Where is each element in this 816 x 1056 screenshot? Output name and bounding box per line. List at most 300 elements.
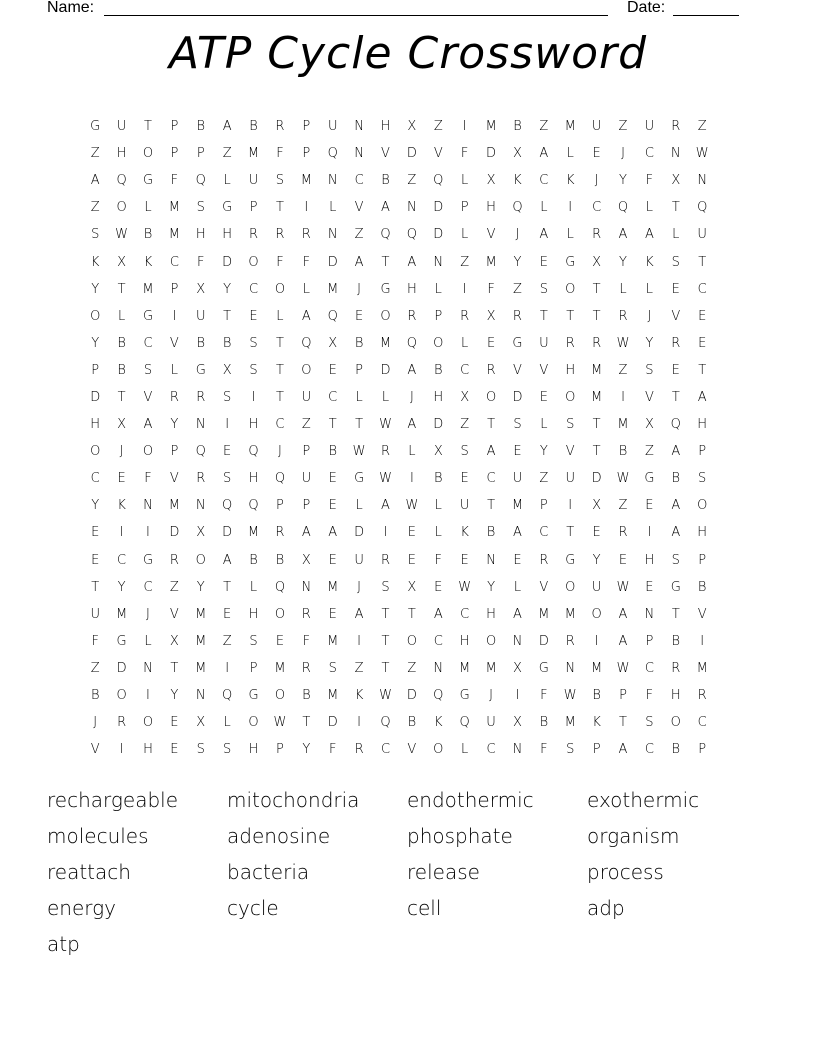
grid-letter: W xyxy=(352,444,366,460)
grid-letter: Y xyxy=(487,579,496,595)
grid-letter: N xyxy=(195,498,206,514)
grid-letter: S xyxy=(143,362,153,378)
grid-letter: I xyxy=(409,471,414,487)
grid-letter: X xyxy=(592,498,602,514)
grid-letter: G xyxy=(565,552,576,568)
grid-row xyxy=(82,682,742,709)
grid-letter: H xyxy=(697,525,708,541)
grid-letter: R xyxy=(275,227,285,243)
grid-letter: P xyxy=(170,281,179,297)
grid-letter: L xyxy=(461,742,469,758)
grid-letter: P xyxy=(698,742,707,758)
grid-letter: L xyxy=(276,308,284,324)
grid-letter: A xyxy=(381,200,390,216)
word-bank-item: cycle xyxy=(227,896,279,920)
grid-letter: T xyxy=(381,633,390,649)
grid-letter: B xyxy=(117,362,126,378)
grid-letter: Z xyxy=(354,227,364,243)
grid-letter: Z xyxy=(90,660,100,676)
grid-letter: O xyxy=(301,362,312,378)
grid-letter: L xyxy=(144,200,152,216)
grid-letter: S xyxy=(539,281,548,297)
grid-letter: E xyxy=(539,254,548,270)
grid-letter: C xyxy=(486,471,496,487)
grid-letter: Z xyxy=(460,417,470,433)
grid-letter: D xyxy=(116,660,127,676)
grid-letter: P xyxy=(698,552,707,568)
grid-letter: O xyxy=(274,688,286,704)
grid-letter: S xyxy=(671,552,680,568)
grid-letter: R xyxy=(697,688,707,704)
grid-letter: R xyxy=(671,119,681,135)
grid-letter: N xyxy=(354,119,364,135)
grid-letter: B xyxy=(618,444,628,460)
grid-letter: Z xyxy=(460,254,470,270)
grid-letter: A xyxy=(671,444,681,460)
grid-letter: E xyxy=(460,552,469,568)
grid-letter: V xyxy=(381,146,390,162)
grid-letter: Q xyxy=(406,335,417,351)
grid-letter: Z xyxy=(618,362,628,378)
grid-letter: X xyxy=(486,173,496,189)
grid-letter: I xyxy=(515,688,520,704)
grid-letter: W xyxy=(616,579,630,595)
grid-letter: Y xyxy=(91,498,100,514)
grid-letter: O xyxy=(697,498,708,514)
grid-letter: D xyxy=(538,633,549,649)
grid-letter: X xyxy=(671,173,681,189)
grid-letter: V xyxy=(697,606,707,622)
grid-letter: S xyxy=(328,660,337,676)
grid-letter: S xyxy=(196,200,205,216)
grid-letter: I xyxy=(119,742,124,758)
grid-letter: H xyxy=(406,281,417,297)
grid-letter: G xyxy=(90,119,101,135)
grid-letter: O xyxy=(116,200,127,216)
grid-letter: O xyxy=(274,606,286,622)
grid-letter: O xyxy=(433,335,444,351)
grid-letter: W xyxy=(405,498,419,514)
grid-letter: N xyxy=(327,227,338,243)
word-row xyxy=(47,890,767,926)
grid-letter: J xyxy=(146,606,150,622)
word-bank-item: rechargeable xyxy=(47,788,179,812)
grid-letter: H xyxy=(697,417,708,433)
grid-row xyxy=(82,736,742,763)
grid-letter: G xyxy=(248,688,259,704)
grid-letter: B xyxy=(275,552,285,568)
grid-letter: N xyxy=(433,660,444,676)
grid-letter: Y xyxy=(223,281,232,297)
grid-letter: E xyxy=(698,335,707,351)
word-bank-item: energy xyxy=(47,896,116,920)
grid-letter: A xyxy=(512,525,522,541)
grid-letter: P xyxy=(302,444,311,460)
grid-letter: G xyxy=(142,308,154,324)
grid-letter: N xyxy=(327,173,338,189)
grid-letter: C xyxy=(117,552,127,568)
grid-letter: T xyxy=(223,308,232,324)
grid-letter: G xyxy=(538,660,549,676)
grid-letter: L xyxy=(144,633,152,649)
grid-letter: J xyxy=(489,688,493,704)
grid-letter: P xyxy=(355,362,364,378)
grid-letter: G xyxy=(116,633,127,649)
grid-letter: V xyxy=(565,444,575,460)
grid-letter: F xyxy=(540,742,548,758)
grid-letter: M xyxy=(591,660,603,676)
grid-letter: Z xyxy=(512,281,522,297)
grid-letter: D xyxy=(90,389,101,405)
grid-letter: E xyxy=(354,308,364,324)
grid-letter: A xyxy=(407,254,417,270)
word-row xyxy=(47,818,767,854)
grid-letter: O xyxy=(565,389,576,405)
grid-letter: F xyxy=(302,633,311,649)
grid-letter: P xyxy=(276,742,284,758)
grid-letter: Y xyxy=(170,688,179,704)
grid-letter: U xyxy=(644,119,655,135)
grid-letter: A xyxy=(222,119,232,135)
grid-letter: D xyxy=(327,715,338,731)
grid-letter: O xyxy=(248,715,259,731)
grid-letter: M xyxy=(168,498,180,514)
grid-letter: X xyxy=(433,444,443,460)
grid-letter: L xyxy=(434,281,442,297)
grid-letter: U xyxy=(301,471,312,487)
grid-letter: Z xyxy=(433,119,443,135)
grid-letter: E xyxy=(91,525,100,541)
grid-letter: W xyxy=(563,688,577,704)
grid-letter: A xyxy=(486,444,496,460)
grid-letter: V xyxy=(539,579,549,595)
grid-letter: R xyxy=(196,389,206,405)
grid-letter: T xyxy=(698,362,707,378)
grid-letter: F xyxy=(91,633,99,649)
grid-letter: H xyxy=(90,417,101,433)
grid-letter: P xyxy=(302,498,311,514)
grid-letter: B xyxy=(354,335,364,351)
grid-letter: Y xyxy=(513,254,522,270)
grid-letter: G xyxy=(380,281,391,297)
grid-letter: P xyxy=(91,362,100,378)
grid-letter: H xyxy=(565,362,576,378)
grid-letter: S xyxy=(249,362,258,378)
grid-letter: B xyxy=(117,335,126,351)
grid-letter: L xyxy=(619,281,627,297)
grid-letter: U xyxy=(539,335,549,351)
word-bank-item: cell xyxy=(407,896,442,920)
grid-letter: D xyxy=(222,525,233,541)
grid-letter: D xyxy=(327,254,338,270)
grid-letter: E xyxy=(539,389,548,405)
grid-letter: R xyxy=(565,633,575,649)
name-blank-line xyxy=(104,15,608,16)
grid-row xyxy=(82,547,742,574)
grid-letter: C xyxy=(539,525,549,541)
grid-letter: X xyxy=(196,715,206,731)
grid-letter: Q xyxy=(248,444,259,460)
grid-letter: W xyxy=(458,579,472,595)
grid-letter: S xyxy=(196,742,205,758)
grid-letter: R xyxy=(592,335,602,351)
grid-letter: C xyxy=(460,606,470,622)
grid-letter: S xyxy=(249,633,258,649)
grid-letter: C xyxy=(354,173,364,189)
grid-letter: D xyxy=(380,362,391,378)
grid-letter: C xyxy=(697,715,707,731)
grid-letter: T xyxy=(381,606,390,622)
grid-letter: O xyxy=(565,281,576,297)
grid-letter: M xyxy=(168,200,180,216)
grid-letter: Q xyxy=(327,146,338,162)
grid-row xyxy=(82,465,742,492)
grid-letter: Z xyxy=(354,660,364,676)
grid-letter: L xyxy=(223,715,231,731)
grid-letter: M xyxy=(115,606,128,622)
grid-letter: N xyxy=(565,660,576,676)
grid-letter: T xyxy=(275,389,284,405)
grid-letter: R xyxy=(671,660,681,676)
grid-letter: A xyxy=(301,308,311,324)
grid-letter: R xyxy=(301,227,311,243)
grid-letter: N xyxy=(301,579,312,595)
grid-letter: J xyxy=(93,715,98,731)
word-bank-item: adp xyxy=(587,896,625,920)
grid-letter: E xyxy=(645,498,654,514)
grid-letter: V xyxy=(169,335,179,351)
grid-letter: L xyxy=(540,417,548,433)
grid-letter: R xyxy=(565,335,575,351)
grid-letter: I xyxy=(251,389,256,405)
grid-letter: R xyxy=(460,308,470,324)
grid-letter: F xyxy=(197,254,205,270)
grid-letter: M xyxy=(564,715,576,731)
grid-letter: Z xyxy=(618,119,628,135)
grid-letter: T xyxy=(592,281,601,297)
grid-letter: I xyxy=(647,525,652,541)
grid-letter: B xyxy=(697,579,707,595)
grid-letter: K xyxy=(513,173,522,189)
grid-letter: R xyxy=(380,444,391,460)
grid-letter: N xyxy=(354,146,364,162)
grid-letter: F xyxy=(276,146,284,162)
grid-letter: T xyxy=(117,389,126,405)
grid-letter: Q xyxy=(406,227,417,243)
grid-letter: I xyxy=(304,200,309,216)
grid-letter: X xyxy=(117,417,127,433)
grid-letter: S xyxy=(671,254,680,270)
grid-letter: L xyxy=(381,389,390,405)
grid-letter: S xyxy=(249,335,258,351)
grid-letter: V xyxy=(671,308,681,324)
grid-letter: A xyxy=(618,227,628,243)
word-bank-item: mitochondria xyxy=(227,788,360,812)
grid-letter: P xyxy=(460,200,469,216)
grid-letter: D xyxy=(433,227,444,243)
grid-letter: N xyxy=(433,254,444,270)
grid-letter: E xyxy=(223,606,232,622)
grid-letter: K xyxy=(90,254,100,270)
grid-letter: L xyxy=(672,227,680,243)
word-bank-item: organism xyxy=(587,824,680,848)
grid-letter: X xyxy=(117,254,127,270)
grid-letter: R xyxy=(618,525,628,541)
grid-letter: X xyxy=(328,335,338,351)
grid-letter: T xyxy=(275,200,284,216)
grid-letter: A xyxy=(671,498,681,514)
grid-letter: M xyxy=(195,606,207,622)
grid-letter: T xyxy=(355,417,364,433)
grid-letter: Y xyxy=(302,742,311,758)
grid-letter: J xyxy=(409,389,414,405)
word-row xyxy=(47,854,767,890)
grid-letter: B xyxy=(196,119,206,135)
grid-letter: T xyxy=(117,281,126,297)
grid-letter: F xyxy=(540,688,548,704)
grid-letter: E xyxy=(513,444,522,460)
grid-letter: J xyxy=(515,227,520,243)
grid-letter: V xyxy=(433,146,443,162)
grid-letter: O xyxy=(195,552,206,568)
grid-letter: O xyxy=(142,715,154,731)
grid-letter: B xyxy=(671,633,681,649)
grid-letter: A xyxy=(539,146,549,162)
grid-letter: I xyxy=(568,498,573,514)
grid-letter: X xyxy=(196,281,206,297)
grid-letter: O xyxy=(485,389,497,405)
grid-letter: G xyxy=(354,471,365,487)
grid-letter: N xyxy=(143,498,153,514)
grid-letter: E xyxy=(170,715,179,731)
grid-letter: K xyxy=(592,715,601,731)
grid-letter: R xyxy=(301,660,311,676)
grid-letter: G xyxy=(565,254,576,270)
grid-letter: H xyxy=(486,200,496,216)
word-row xyxy=(47,782,767,818)
grid-letter: M xyxy=(564,606,576,622)
grid-letter: U xyxy=(301,389,312,405)
grid-row xyxy=(82,384,742,411)
grid-letter: L xyxy=(461,227,469,243)
grid-letter: Y xyxy=(619,173,627,189)
grid-letter: E xyxy=(645,579,654,595)
grid-letter: N xyxy=(670,146,681,162)
grid-letter: P xyxy=(196,146,205,162)
grid-letter: E xyxy=(275,633,285,649)
grid-letter: T xyxy=(381,660,390,676)
grid-letter: V xyxy=(407,742,417,758)
grid-letter: T xyxy=(592,417,601,433)
grid-letter: E xyxy=(328,498,337,514)
grid-letter: V xyxy=(169,606,179,622)
grid-letter: S xyxy=(381,579,390,595)
grid-letter: T xyxy=(566,308,575,324)
grid-letter: R xyxy=(169,389,179,405)
grid-letter: L xyxy=(434,498,442,514)
grid-letter: D xyxy=(406,688,417,704)
grid-letter: U xyxy=(248,173,259,189)
grid-letter: I xyxy=(462,119,467,135)
grid-letter: S xyxy=(645,715,654,731)
grid-letter: F xyxy=(328,742,337,758)
grid-letter: B xyxy=(90,688,100,704)
grid-letter: L xyxy=(645,281,654,297)
grid-letter: E xyxy=(486,335,496,351)
grid-letter: K xyxy=(117,498,126,514)
grid-letter: Y xyxy=(117,579,126,595)
grid-letter: V xyxy=(90,742,100,758)
grid-letter: X xyxy=(407,119,417,135)
grid-letter: W xyxy=(616,660,630,676)
grid-letter: F xyxy=(645,688,654,704)
grid-letter: J xyxy=(357,281,362,297)
grid-letter: Q xyxy=(301,335,312,351)
grid-row xyxy=(82,303,742,330)
grid-row xyxy=(82,330,742,357)
grid-letter: T xyxy=(671,606,680,622)
grid-letter: P xyxy=(434,308,443,324)
grid-letter: G xyxy=(644,471,655,487)
grid-letter: W xyxy=(379,688,392,704)
grid-letter: G xyxy=(459,688,470,704)
grid-letter: O xyxy=(380,308,391,324)
grid-letter: I xyxy=(594,633,599,649)
grid-letter: Q xyxy=(459,715,470,731)
grid-letter: T xyxy=(539,308,548,324)
grid-letter: M xyxy=(327,579,339,595)
grid-letter: P xyxy=(249,660,258,676)
grid-letter: Z xyxy=(407,660,417,676)
grid-letter: B xyxy=(249,552,258,568)
grid-letter: R xyxy=(275,119,285,135)
grid-letter: T xyxy=(144,119,152,135)
grid-letter: U xyxy=(697,227,707,243)
date-label: Date: xyxy=(627,0,666,16)
grid-row xyxy=(82,276,742,303)
grid-letter: B xyxy=(143,227,153,243)
grid-letter: L xyxy=(355,498,363,514)
grid-letter: T xyxy=(487,417,496,433)
grid-row xyxy=(82,601,742,628)
grid-letter: H xyxy=(459,633,470,649)
grid-letter: D xyxy=(591,471,602,487)
grid-letter: U xyxy=(116,119,127,135)
grid-letter: C xyxy=(380,742,391,758)
word-bank-item: phosphate xyxy=(407,824,513,848)
grid-letter: R xyxy=(618,308,628,324)
grid-letter: C xyxy=(275,417,285,433)
grid-row xyxy=(82,655,742,682)
grid-letter: E xyxy=(407,552,416,568)
grid-letter: Q xyxy=(697,200,708,216)
grid-letter: R xyxy=(407,308,417,324)
grid-letter: A xyxy=(697,389,707,405)
grid-letter: P xyxy=(645,633,654,649)
grid-letter: R xyxy=(671,335,681,351)
grid-letter: C xyxy=(644,660,654,676)
grid-letter: N xyxy=(512,633,523,649)
grid-letter: I xyxy=(568,200,573,216)
grid-letter: V xyxy=(354,200,364,216)
grid-letter: M xyxy=(485,254,497,270)
grid-letter: X xyxy=(196,525,206,541)
grid-letter: L xyxy=(170,362,178,378)
grid-letter: U xyxy=(591,119,602,135)
grid-letter: S xyxy=(513,417,522,433)
word-bank-item: exothermic xyxy=(587,788,700,812)
grid-letter: E xyxy=(460,471,469,487)
